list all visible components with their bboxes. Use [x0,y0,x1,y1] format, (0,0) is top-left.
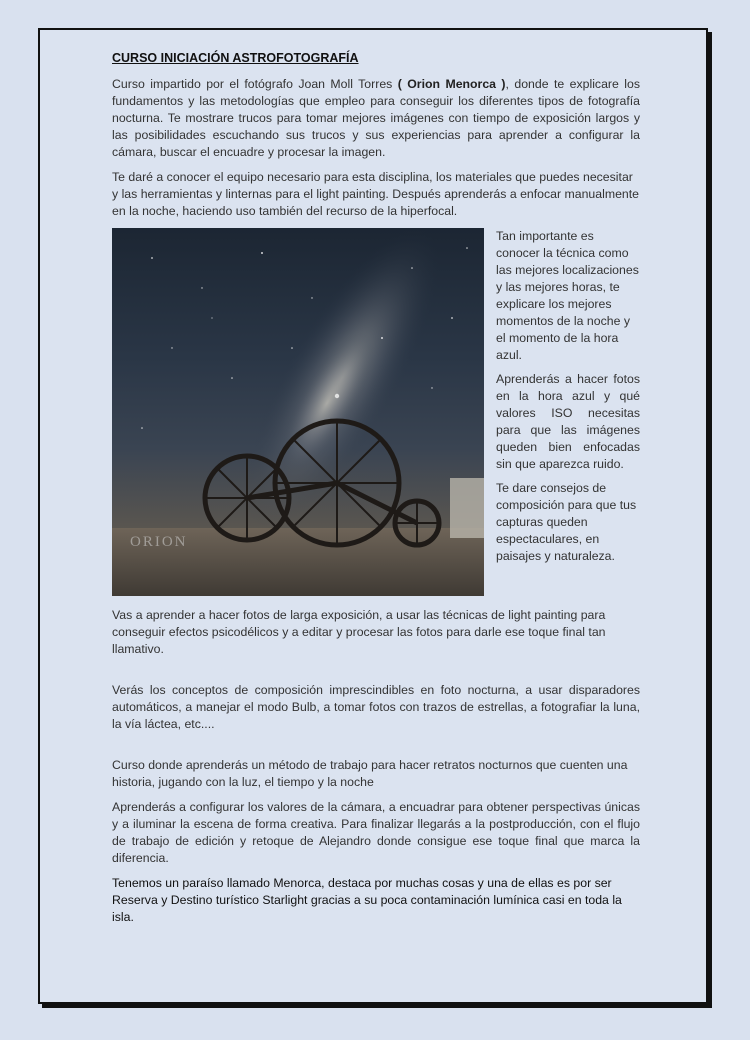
photo-section [112,228,640,596]
camera-settings-paragraph: Aprenderás a configurar los valores de la cámara, a encuadrar para obtener perspectivas únicas y a iluminar la escena de forma creativa. Para finalizar llegarás a la postproducción, con el flujo de trabajo de edición y retoque de Alejandro donde consigue ese toque final que marca la diferencia. [112,800,640,865]
document-page [38,28,708,1004]
side-paragraph: Te dare consejos de composición para que tus capturas queden espectaculares, en paisajes y naturaleza. [496,481,637,563]
long-exposure-paragraph: Vas a aprender a hacer fotos de larga exposición, a usar las técnicas de light painting para conseguir efectos psicodélicos y a editar y procesar las fotos para darle ese toque final tan llamativo. [112,608,606,656]
milky-way-photo [112,228,484,596]
photo-watermark: ORION [130,534,188,550]
equipment-paragraph: Te daré a conocer el equipo necesario para esta disciplina, los materiales que puedes necesitar y las herramientas y linternas para el light painting. Después aprenderás a enfocar manualmente en la noche, haciendo uso también del recurso de la hiperfocal. [112,170,640,218]
menorca-paragraph: Tenemos un paraíso llamado Menorca, destaca por muchas cosas y una de ellas es por ser Reserva y Destino turístico Starlight gracias a su poca contaminación lumínica casi en toda la isla. [112,876,622,924]
spacer [112,666,640,682]
intro-text-end: , donde te explicare los fundamentos y las metodologías que empleo para conseguir los diferentes tipos de fotografía nocturna. Te mostrare trucos para tomar mejores imágenes con tiempo de exposición largos y las posibilidades escuchando sus trucos y sus experiencias para aprender a configurar la cámara, buscar el encuadre y procesar la imagen. [112,77,640,159]
document-title: CURSO INICIACIÓN ASTROFOTOGRAFÍA [112,51,359,65]
photo-side-text [496,228,640,596]
document-content [112,50,640,934]
intro-text-start: Curso impartido por el fotógrafo Joan Moll Torres [112,77,398,91]
composition-paragraph: Verás los conceptos de composición imprescindibles en foto nocturna, a usar disparadores automáticos, a manejar el modo Bulb, a tomar fotos con trazos de estrellas, a fotografiar la luna, la vía láctea, etc.... [112,683,640,731]
spacer [112,741,640,757]
side-paragraph: Aprenderás a hacer fotos en la hora azul y qué valores ISO necesitas para que las imágenes queden bien enfocadas sin que aparezca ruido. [496,372,640,471]
photographer-name: ( Orion Menorca ) [397,77,506,91]
portraits-paragraph: Curso donde aprenderás un método de trabajo para hacer retratos nocturnos que cuenten una historia, jugando con la luz, el tiempo y la noche [112,758,628,789]
side-paragraph: Tan importante es conocer la técnica como las mejores localizaciones y las mejores horas, te explicare los mejores momentos de la noche y el momento de la hora azul. [496,229,639,362]
intro-paragraph [112,76,640,161]
